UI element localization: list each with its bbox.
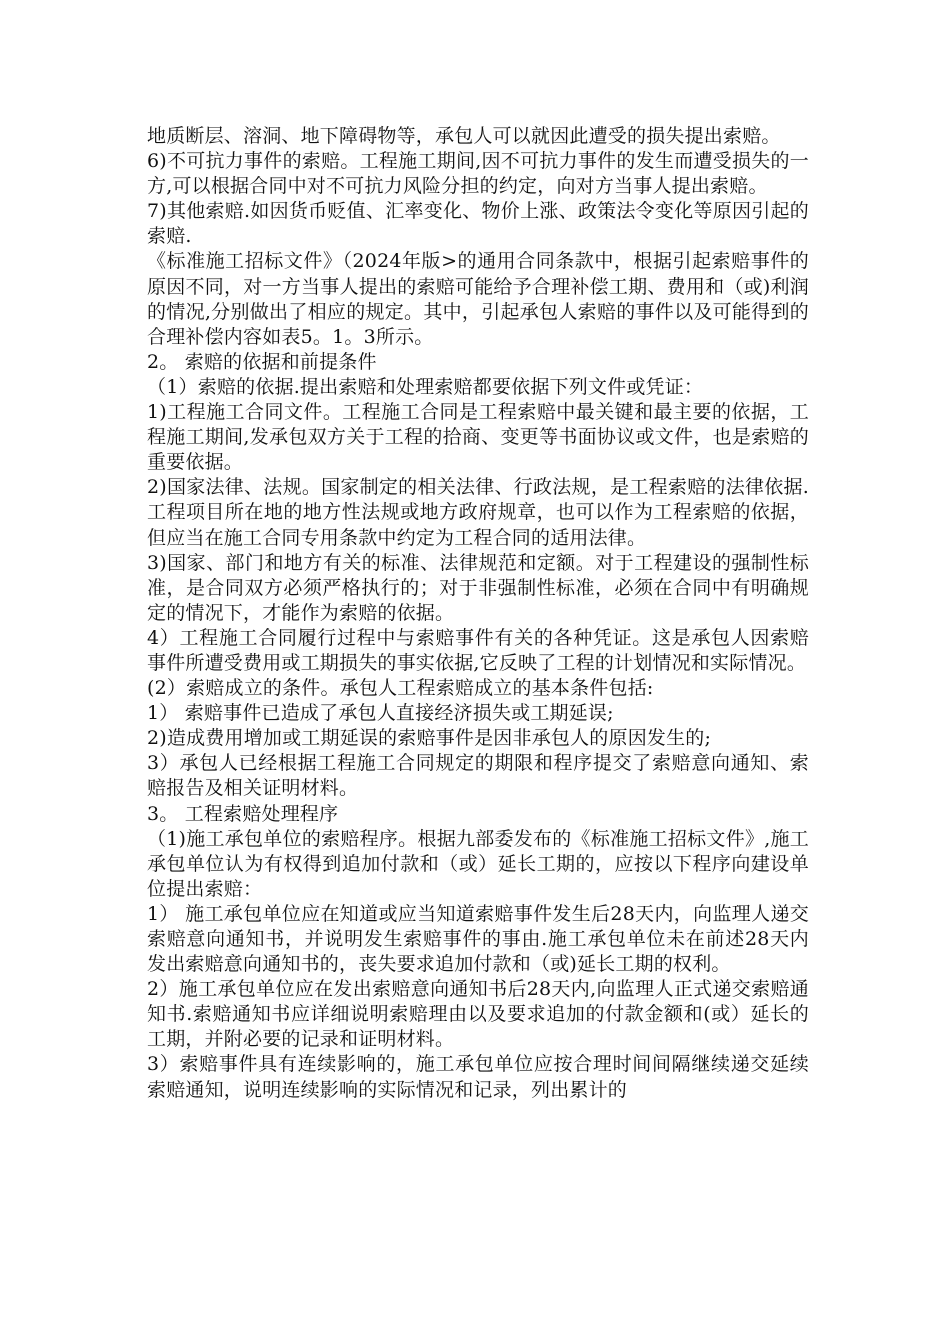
paragraph-procedure-step-1: 1） 施工承包单位应在知道或应当知道索赔事件发生后28天内，向监理人递交索赔意向通知书，并说明发生索赔事件的事由.施工承包单位未在前述28天内发出索赔意向通知书的，丧失要求追加付款和（或)延长工期的权利。 — [147, 902, 809, 976]
paragraph-procedure-step-3: 3）索赔事件具有连续影响的，施工承包单位应按合理时间间隔继续递交延续索赔通知，说明连续影响的实际情况和记录，列出累计的 — [147, 1053, 809, 1101]
paragraph-force-majeure: 6)不可抗力事件的索赔。工程施工期间,因不可抗力事件的发生而遭受损失的一方,可以根据合同中对不可抗力风险分担的约定，向对方当事人提出索赔。 — [147, 150, 809, 198]
paragraph-procedure-step-2: 2）施工承包单位应在发出索赔意向通知书后28天内,向监理人正式递交索赔通知书.索赔通知书应详细说明索赔理由以及要求追加的付款金额和(或）延长的工期，并附必要的记录和证明材料。 — [147, 978, 809, 1051]
document-body — [147, 124, 809, 1103]
paragraph-condition-2: 2)造成费用增加或工期延误的索赔事件是因非承包人的原因发生的; — [147, 727, 712, 750]
section-heading-claim-procedure: 3。 工程索赔处理程序 — [147, 802, 339, 825]
subheading-claim-conditions: (2）索赔成立的条件。承包人工程索赔成立的基本条件包括: — [147, 677, 654, 700]
section-heading-claim-basis: 2。 索赔的依据和前提条件 — [147, 350, 377, 373]
paragraph-standard-bidding-docs: 《标准施工招标文件》（2024年版>的通用合同条款中，根据引起索赔事件的原因不同，对一方当事人提出的索赔可能给予合理补偿工期、费用和（或)利润的情况,分别做出了相应的规定。其中，引起承包人索赔的事件以及可能得到的合理补偿内容如表5。1。3所示。 — [147, 250, 809, 348]
paragraph-performance-evidence: 4）工程施工合同履行过程中与索赔事件有关的各种凭证。这是承包人因索赔事件所遭受费用或工期损失的事实依据,它反映了工程的计划情况和实际情况。 — [147, 626, 809, 674]
paragraph-continued-geology: 地质断层、溶洞、地下障碍物等，承包人可以就因此遭受的损失提出索赔。 — [147, 125, 781, 147]
paragraph-condition-1: 1） 索赔事件已造成了承包人直接经济损失或工期延误; — [147, 702, 614, 725]
paragraph-condition-3: 3）承包人已经根据工程施工合同规定的期限和程序提交了索赔意向通知、索赔报告及相关证明材料。 — [147, 752, 809, 800]
paragraph-contract-documents: 1)工程施工合同文件。工程施工合同是工程索赔中最关键和最主要的依据，工程施工期间,发承包双方关于工程的拾商、变更等书面协议或文件，也是索赔的重要依据。 — [147, 401, 809, 474]
subheading-contractor-procedure: （1)施工承包单位的索赔程序。根据九部委发布的《标准施工招标文件》,施工承包单位认为有权得到追加付款和（或）延长工期的，应按以下程序向建设单位提出索赔： — [147, 827, 809, 900]
paragraph-standards-norms: 3)国家、部门和地方有关的标准、法律规范和定额。对于工程建设的强制性标准，是合同双方必须严格执行的；对于非强制性标准，必须在合同中有明确规定的情况下，才能作为索赔的依据。 — [147, 551, 809, 624]
subheading-claim-basis: （1）索赔的依据.提出索赔和处理索赔都要依据下列文件或凭证： — [147, 375, 704, 398]
paragraph-laws-regulations: 2)国家法律、法规。国家制定的相关法律、行政法规，是工程索赔的法律依据.工程项目所在地的地方性法规或地方政府规章，也可以作为工程索赔的依据，但应当在施工合同专用条款中约定为工程合同的适用法律。 — [147, 476, 809, 549]
paragraph-other-claims: 7)其他索赔.如因货币贬值、汇率变化、物价上涨、政策法令变化等原因引起的索赔. — [147, 200, 809, 248]
